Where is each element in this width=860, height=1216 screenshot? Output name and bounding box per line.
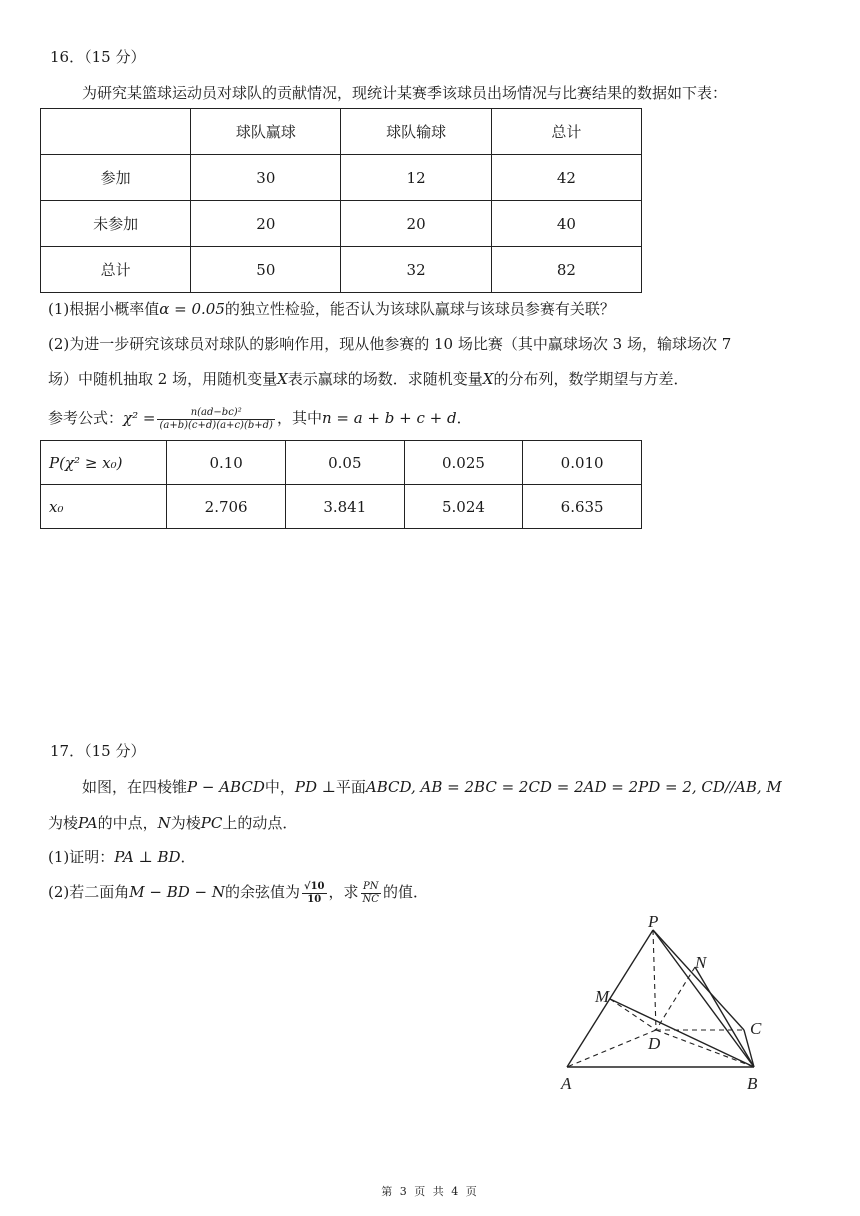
table-cell: P(χ² ≥ x₀) [41,441,167,485]
q16-part2-line1: (2)为进一步研究该球员对球队的影响作用，现从他参赛的 10 场比赛（其中赢球场次 3 场，输球场次 7 [48,335,732,353]
label-b: B [747,1074,758,1093]
label-d: D [648,1034,661,1053]
q16-part2-text: 的分布列，数学期望与方差． [493,370,689,388]
table-header-cell: 总计 [491,109,641,155]
edge-nb-line [695,967,754,1067]
q17-text: ． [180,848,196,866]
q17-heading: 17．（15 分） [50,742,146,760]
table-cell: 12 [341,155,491,201]
table-cell: 42 [491,155,641,201]
label-c: C [750,1019,762,1038]
table-header-cell: 球队赢球 [191,109,341,155]
ratio-fraction [361,881,381,906]
table-header-cell [41,109,191,155]
fraction-denominator: NC [362,893,379,905]
q17-text: 如图，在四棱锥 [82,778,188,796]
cosine-fraction [302,881,327,906]
q17-text: 平面 [335,778,366,796]
q16-contingency-table [40,108,642,293]
q16-part2-text: 表示赢球的场数．求随机变量 [287,370,483,388]
table-header-row [41,109,642,155]
q17-condition: ABCD, AB = 2BC = 2CD = 2AD = 2PD = 2, CD//AB, M [365,778,782,796]
label-n: N [695,953,707,972]
point-n: N [157,814,171,832]
fraction-denominator: 10 [307,893,322,905]
fraction-numerator: n(ad−bc)² [157,407,274,420]
table-cell: 30 [191,155,341,201]
edge-pd-line [653,930,656,1030]
q16-part2-text: 场）中随机抽取 2 场，用随机变量 [48,370,278,388]
pyramid-figure [556,912,796,1102]
table-row [41,201,642,247]
edge-pc: PC [200,814,223,832]
formula-text: ，其中 [276,409,322,427]
table-cell: 6.635 [523,485,642,529]
q17-condition: PD ⊥ [294,778,336,796]
edge-db-line [656,1030,754,1067]
edge-nd-line [656,967,695,1030]
q17-part2 [48,878,428,906]
q16-reference-table [40,440,642,529]
q16-formula [48,404,472,432]
table-cell: 0.010 [523,441,642,485]
label-a: A [561,1074,572,1093]
table-cell: 0.05 [285,441,404,485]
table-cell: 2.706 [167,485,286,529]
pyramid-name: P − ABCD [187,778,265,796]
table-row [41,485,642,529]
q17-text: 为棱 [170,814,201,832]
q16-heading: 16．（15 分） [50,48,146,66]
q17-line2 [48,812,297,834]
q17-statement: PA ⊥ BD [114,848,181,866]
q17-line1 [82,776,782,798]
table-cell: 50 [191,247,341,293]
edge-md-line [610,999,656,1030]
table-cell: 20 [191,201,341,247]
formula-n: n = a + b + c + d [321,409,457,427]
q17-text: ，求 [328,883,359,901]
q16-part2-line2 [48,368,689,390]
edge-pb-line [653,930,754,1067]
chi-square-symbol: χ² = [123,409,156,427]
table-cell: 参加 [41,155,191,201]
label-p: P [648,912,659,931]
edge-pa: PA [78,814,98,832]
fraction-denominator: (a+b)(c+d)(a+c)(b+d) [159,419,273,431]
q17-text: 中， [264,778,295,796]
table-row [41,155,642,201]
q16-part1 [48,298,615,320]
table-row [41,441,642,485]
q17-text: 上的动点． [222,814,298,832]
variable-x: X [277,370,288,388]
table-row [41,247,642,293]
table-cell: 82 [491,247,641,293]
q17-part1 [48,846,196,868]
edge-pa-line [567,930,653,1067]
table-header-cell: 球队输球 [341,109,491,155]
fraction-numerator: PN [361,881,381,894]
q16-intro: 为研究某篮球运动员对球队的贡献情况，现统计某赛季该球员出场情况与比赛结果的数据如下表： [82,84,728,102]
table-cell: 未参加 [41,201,191,247]
table-cell: 0.025 [404,441,523,485]
fraction-numerator: √10 [304,880,325,892]
alpha-text: α = 0.05 [159,300,225,318]
edge-da-line [567,1030,656,1067]
edge-pc-line [653,930,744,1030]
q17-text: 的余弦值为 [225,883,301,901]
edge-mb-line [610,999,754,1067]
q16-part1-text: (1)根据小概率值 [48,300,160,318]
q17-text: 的值． [382,883,428,901]
page-footer: 第 3 页 共 4 页 [381,1185,479,1198]
q17-text: 的中点， [97,814,158,832]
table-cell: 40 [491,201,641,247]
q17-text: (2)若二面角 [48,883,130,901]
alpha-value [159,300,225,318]
table-cell: 32 [341,247,491,293]
q16-part1-text-end: 的独立性检验，能否认为该球队赢球与该球员参赛有关联？ [224,300,615,318]
label-m: M [595,987,610,1006]
formula-label: 参考公式： [48,409,124,427]
q17-text: (1)证明： [48,848,115,866]
formula-end: ． [456,409,472,427]
table-cell: 总计 [41,247,191,293]
variable-x: X [482,370,494,388]
table-cell: x₀ [41,485,167,529]
table-cell: 20 [341,201,491,247]
table-cell: 0.10 [167,441,286,485]
table-cell: 3.841 [285,485,404,529]
q17-text: 为棱 [48,814,79,832]
chi-square-fraction [157,407,274,432]
dihedral-angle: M − BD − N [129,883,225,901]
table-cell: 5.024 [404,485,523,529]
